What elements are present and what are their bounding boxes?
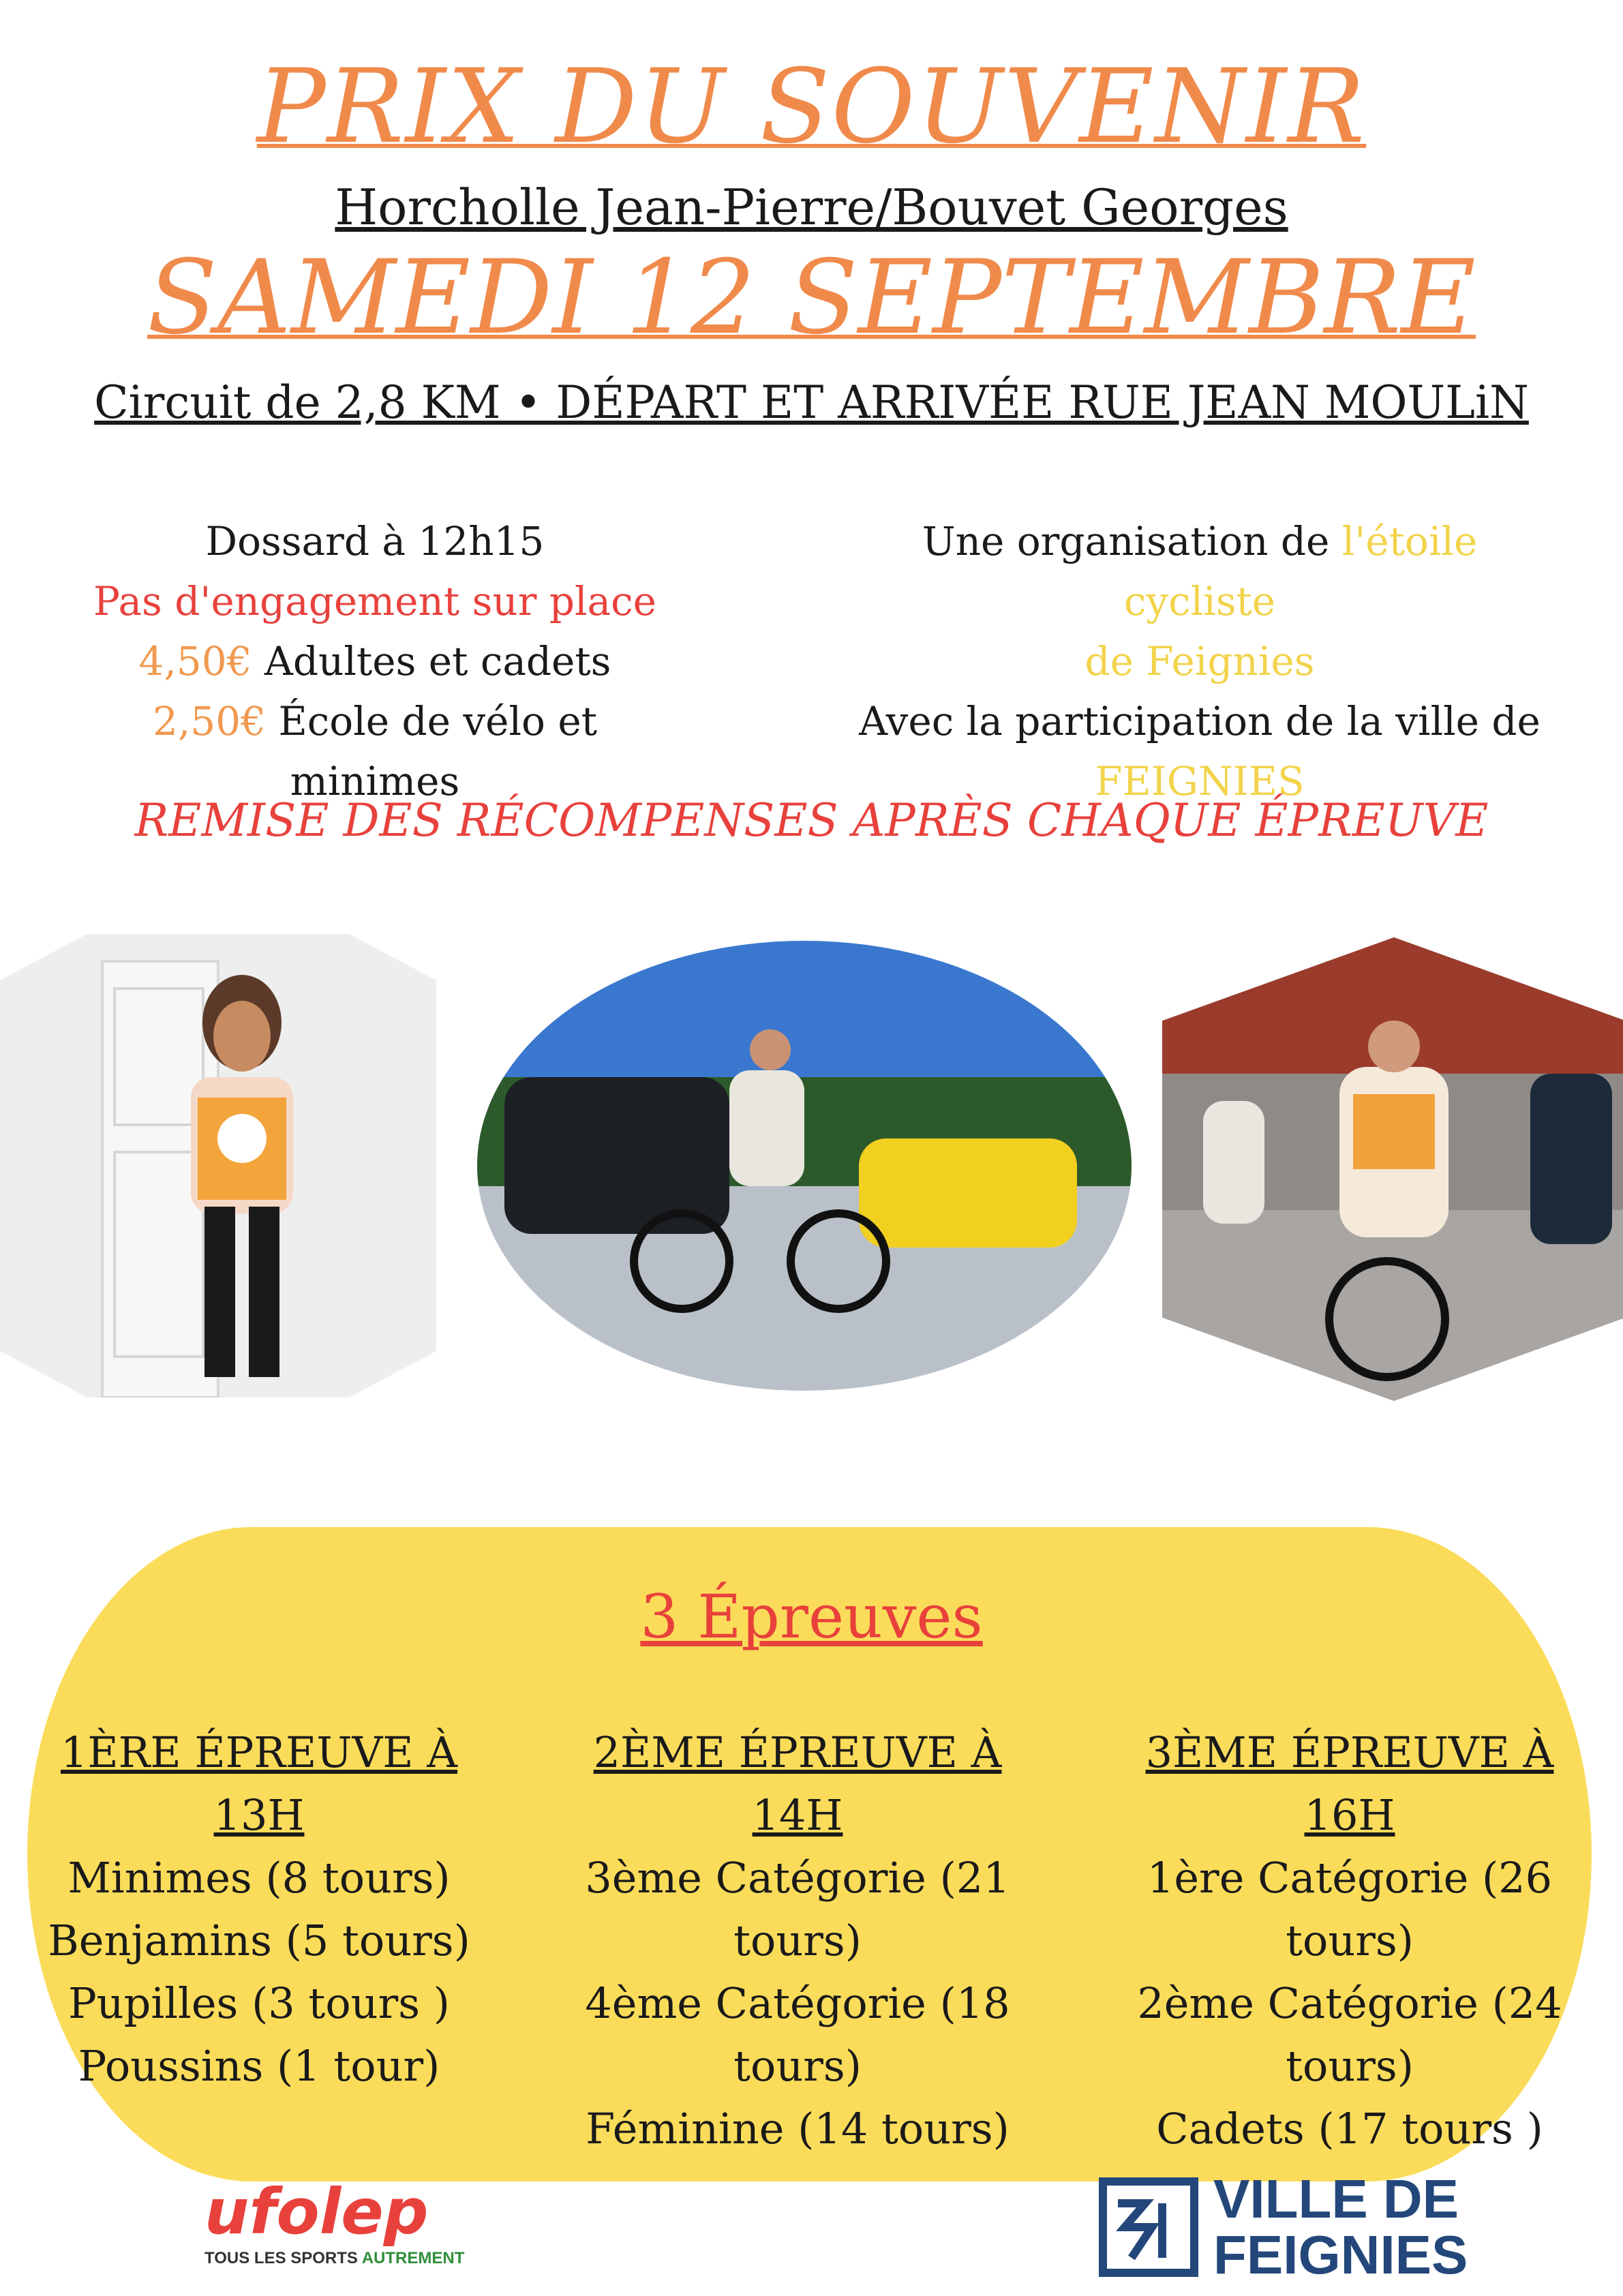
participation-line: Avec la participation de la ville de bbox=[859, 698, 1541, 744]
organizer-name: l'étoile cycliste bbox=[1123, 518, 1478, 624]
ufolep-wordmark: ufolep bbox=[204, 2175, 429, 2248]
race-1-item: Minimes (8 tours) bbox=[67, 1853, 451, 1903]
race-3-item: 1ère Catégorie (26 tours) bbox=[1147, 1853, 1553, 1965]
race-2-heading: 2ÈME ÉPREUVE À 14H bbox=[593, 1727, 1002, 1840]
feignies-text bbox=[1213, 2171, 1468, 2283]
ufolep-tagline bbox=[204, 2249, 464, 2268]
race-1-item: Pupilles (3 tours ) bbox=[68, 1978, 450, 2028]
price-adults-amount: 4,50€ bbox=[138, 638, 252, 684]
race-3 bbox=[1104, 1721, 1595, 2160]
race-2-item: 4ème Catégorie (18 tours) bbox=[585, 1978, 1010, 2091]
price-school-label: École de vélo et minimes bbox=[266, 698, 598, 804]
events-title: 3 Épreuves bbox=[640, 1582, 983, 1652]
race-1-heading: 1ÈRE ÉPREUVE À 13H bbox=[60, 1727, 458, 1840]
organizer-name-cont: de Feignies bbox=[1084, 638, 1315, 684]
feignies-emblem-icon bbox=[1097, 2176, 1200, 2278]
circuit-info: Circuit de 2,8 KM • DÉPART ET ARRIVÉE RUE JEAN MOULiN bbox=[94, 376, 1529, 429]
price-adults bbox=[68, 631, 682, 691]
ufolep-logo bbox=[204, 2175, 465, 2268]
race-3-heading: 3ÈME ÉPREUVE À 16H bbox=[1145, 1727, 1554, 1840]
registration-info bbox=[68, 511, 682, 811]
race-1-item: Poussins (1 tour) bbox=[78, 2041, 440, 2091]
ufolep-tag-1: TOUS LES SPORTS bbox=[204, 2249, 358, 2267]
feignies-logo bbox=[1097, 2171, 1468, 2283]
race-3-item: 2ème Catégorie (24 tours) bbox=[1137, 1978, 1562, 2091]
memorial-names: Horcholle Jean-Pierre/Bouvet Georges bbox=[335, 179, 1288, 236]
dossard-time: Dossard à 12h15 bbox=[205, 518, 545, 564]
organizer-prefix: Une organisation de bbox=[922, 518, 1342, 564]
city-name: FEIGNIES bbox=[1095, 758, 1305, 804]
race-1 bbox=[14, 1721, 504, 2098]
race-2-item: 3ème Catégorie (21 tours) bbox=[585, 1853, 1010, 1965]
photo-road-cyclist bbox=[477, 941, 1132, 1391]
price-school-amount: 2,50€ bbox=[152, 698, 267, 744]
event-title: PRIX DU SOUVENIR bbox=[256, 48, 1367, 166]
awards-notice: REMISE DES RÉCOMPENSES APRÈS CHAQUE ÉPREUVE bbox=[134, 794, 1489, 847]
race-1-item: Benjamins (5 tours) bbox=[48, 1916, 470, 1965]
ufolep-tag-2: AUTREMENT bbox=[361, 2249, 465, 2267]
race-3-item: Cadets (17 tours ) bbox=[1156, 2104, 1543, 2154]
event-date: SAMEDI 12 SEPTEMBRE bbox=[147, 239, 1476, 357]
photo-child-cyclist bbox=[0, 934, 436, 1398]
feignies-line-1: VILLE DE bbox=[1213, 2169, 1459, 2229]
organizer-line bbox=[859, 511, 1541, 631]
photo-group-cyclists bbox=[1162, 937, 1623, 1401]
no-onsite-registration: Pas d'engagement sur place bbox=[93, 578, 656, 624]
race-2 bbox=[552, 1721, 1043, 2160]
price-school bbox=[68, 691, 682, 811]
feignies-line-2: FEIGNIES bbox=[1213, 2224, 1468, 2285]
organizer-info bbox=[859, 511, 1541, 811]
race-2-item: Féminine (14 tours) bbox=[586, 2104, 1010, 2154]
price-adults-label: Adultes et cadets bbox=[252, 638, 611, 684]
